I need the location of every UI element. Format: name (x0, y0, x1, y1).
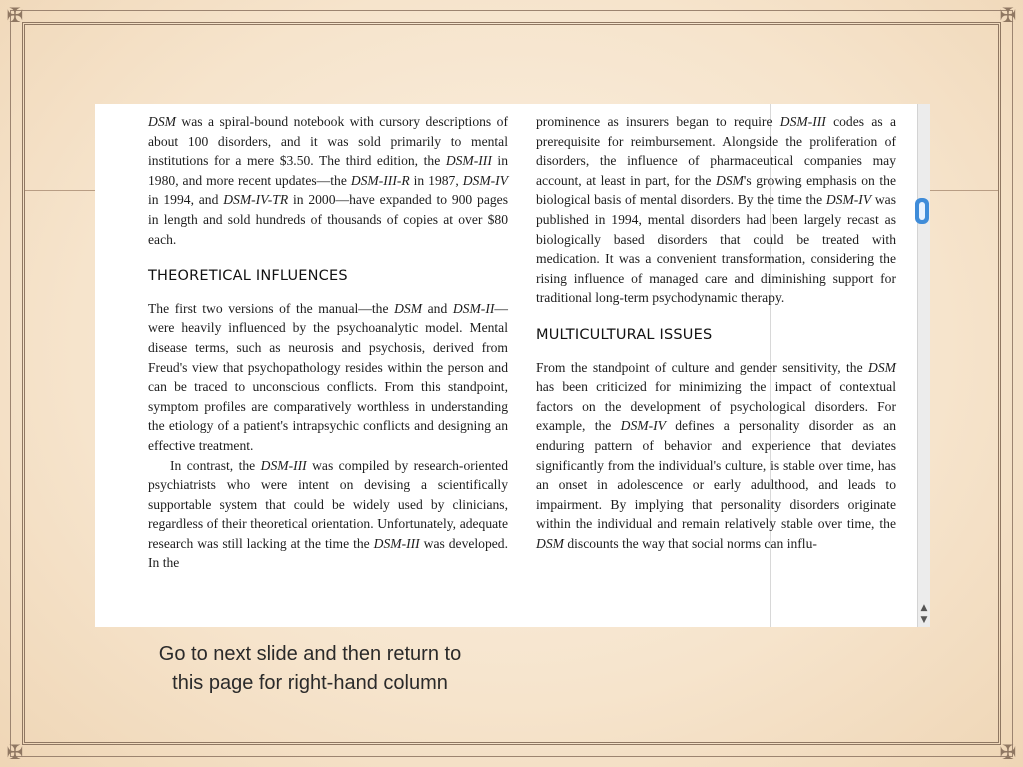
arrow-up-icon[interactable]: ▲ (920, 603, 928, 613)
decorative-rule-left (25, 190, 95, 191)
left-paragraph-1: DSM was a spiral-bound notebook with cursory descriptions of about 100 disorders, and it was sold primarily to mental institutions for a mere $3.50. The third edition, the DSM-III in 1980, and more recent updates—the DSM-III-R in 1987, DSM-IV in 1994, and DSM-IV-TR in 2000—have expanded to 900 pages in length and sold hundreds of thousands of copies at over $80 each. (148, 114, 508, 247)
right-column (536, 112, 896, 553)
scanned-page (95, 104, 930, 627)
left-paragraph-2: The first two versions of the manual—the DSM and DSM-II—were heavily influenced by the psychoanalytic model. Mental disease terms, such as neurosis and psychosis, derived from Freud's view that psychopathology resides within the person and can be traced to unconscious conflicts. From this standpoint, symptom profiles are comparatively worthless in understanding the etiology of a patient's intrapsychic conflicts and designing an effective treatment. (148, 300, 508, 453)
vertical-scrollbar[interactable] (917, 104, 930, 627)
arrow-down-icon[interactable]: ▼ (920, 615, 928, 625)
section-heading: MULTICULTURAL ISSUES (536, 326, 713, 343)
right-paragraph-1: prominence as insurers began to require DSM-III codes as a prerequisite for reimbursement. Alongside the proliferation of disorders, the influence of pharmaceutical companies may account, at least in part, for the DSM's growing emphasis on the biological basis of mental disorders. By the time the DSM-IV was published in 1994, mental disorders had been largely recast as biologically based disorders that could be treated with medication. It was a convenient transformation, considering the rising influence of managed care and diminishing support for traditional long-term psychodynamic therapy. (536, 114, 897, 306)
left-column (148, 112, 508, 573)
ornament-icon: ✠ (999, 3, 1017, 27)
right-paragraph-2: From the standpoint of culture and gender sensitivity, the DSM has been criticized for minimizing the impact of contextual factors on the development of psychological disorders. For example, the DSM-IV defines a personality disorder as an enduring pattern of behavior and experience that deviates significantly from the individual's culture, is stable over time, has an onset in adolescence or early adulthood, and leads to impairment. By implying that personality disorders originate within the individual and remain relatively stable over time, the DSM discounts the way that social norms can influ- (536, 359, 896, 551)
ornament-icon: ✠ (6, 740, 24, 764)
slide-caption: Go to next slide and then return to this page for right-hand column (158, 643, 462, 694)
section-heading: THEORETICAL INFLUENCES (148, 268, 348, 285)
decorative-rule-right (930, 190, 998, 191)
left-paragraph-3: In contrast, the DSM-III was compiled by research-oriented psychiatrists who were intent on devising a scientifically supportable system that could be widely used by clinicians, regardless of their theoretical orientation. Unfortunately, adequate research was still lacking at the time the DSM-III was developed. In the (148, 457, 508, 571)
scroll-handle[interactable] (915, 198, 929, 224)
ornament-icon: ✠ (6, 3, 24, 27)
ornament-icon: ✠ (999, 740, 1017, 764)
